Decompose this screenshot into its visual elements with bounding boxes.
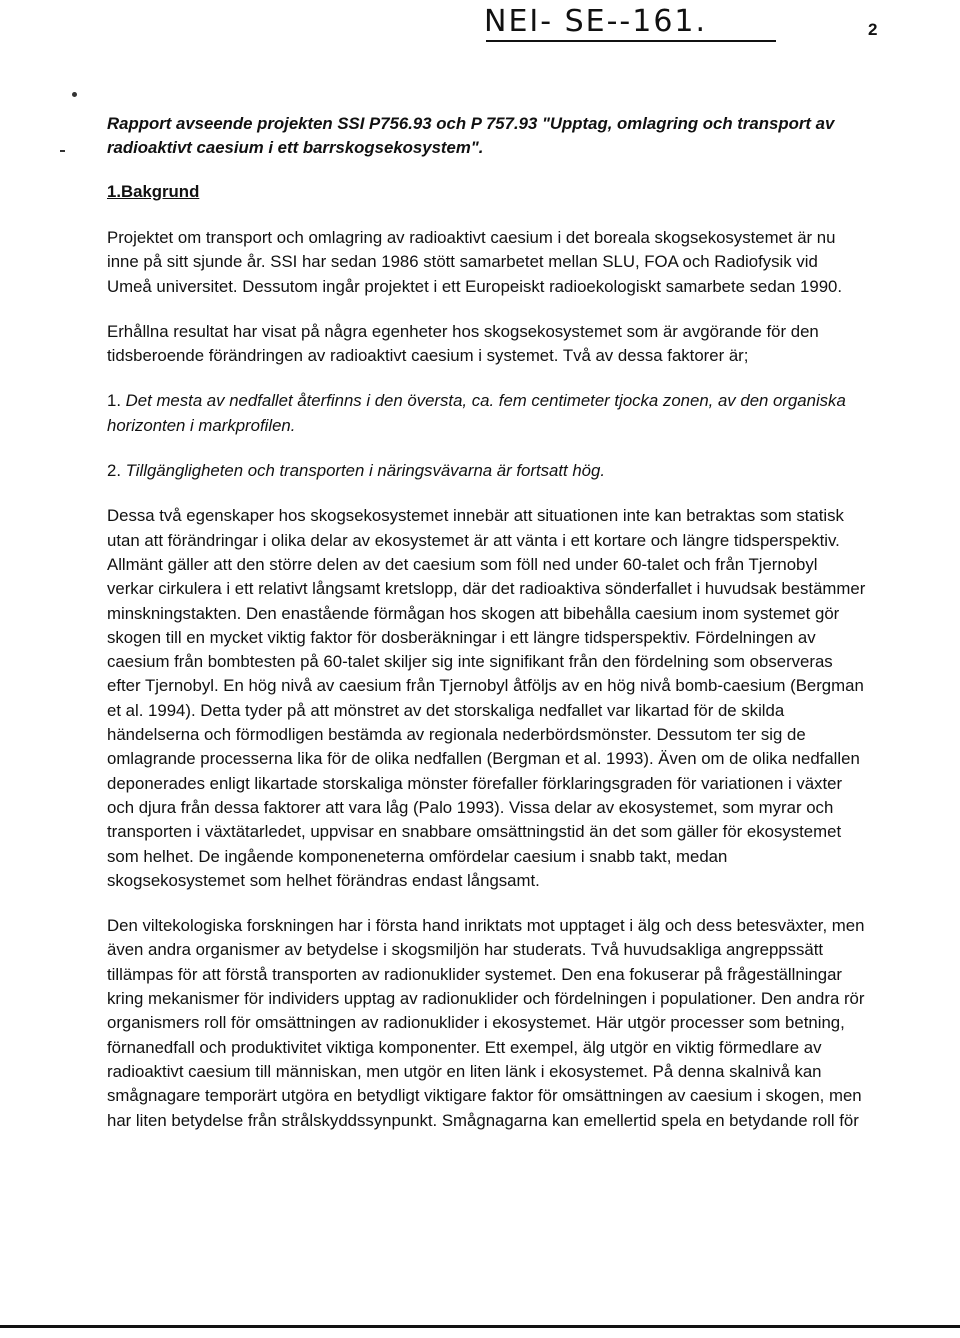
handwritten-reference: NEI- SE--161.	[484, 4, 708, 39]
document-body	[107, 112, 867, 1154]
section-heading: 1.Bakgrund	[107, 182, 200, 201]
factor-number: 2.	[107, 461, 121, 481]
factor-text: Tillgängligheten och transporten i näringsvävarna är fortsatt hög.	[125, 461, 606, 481]
paragraph-project-intro: Projektet om transport och omlagring av radioaktivt caesium i det boreala skogsekosystemet är nu inne på sitt sjunde år. SSI har sedan 1986 stött samarbetet mellan SLU, FOA och Radiofysik vid Umeå universitet. Dessutom ingår projektet i ett Europeiskt radioekologiskt samarbete sedan 1990.	[107, 228, 843, 296]
page-number: 2	[868, 20, 878, 39]
bottom-rule	[0, 1325, 960, 1328]
factor-number: 1.	[107, 391, 121, 411]
paragraph-results: Erhållna resultat har visat på några egenheter hos skogsekosystemet som är avgörande för den tidsberoende förändringen av radioaktivt caesium i systemet. Två av dessa faktorer är;	[107, 321, 819, 366]
paragraph-wildlife-research: Den viltekologiska forskningen har i första hand inriktats mot upptaget i älg och dess betesväxter, men även andra organismer av betydelse i skogsmiljön har studerats. Två huvudsakliga angreppssätt tillämpas för att förstå transporten av radionuklider systemet. Den ena fokuserar på frågeställningar kring mekanismer för individers upptag av radionuklider och fördelningen i populationer. Den andra rör organismers roll för omsättningen av radionuklider i ekosystemet. Här utgör processer som betning, förnanedfall och produktivitet viktiga komponenter. Ett exempel, älg utgör en viktig förmedlare av radioaktivt caesium till människan, men utgör en liten länk i ekosystemet. På denna skalnivå kan smågnagare temporärt utgöra en betydligt viktigare faktor för omsättningen av caesium i skogen, men har liten betydelse från strålskyddssynpunkt. Smågnagarna kan emellertid spela en betydande roll för	[107, 916, 865, 1130]
margin-dot-mark	[72, 92, 77, 97]
factor-list-item	[107, 459, 867, 483]
paragraph-ecosystem-properties: Dessa två egenskaper hos skogsekosystemet innebär att situationen inte kan betraktas som statisk utan att förändringar i olika delar av ekosystemet är att vänta i ett kortare och längre tidsperspektiv. Allmänt gäller att den större delen av det caesium som föll ned under 60-talet och från Tjernobyl verkar cirkulera i ett relativt långsamt kretslopp, där det radioaktiva sönderfallet i huvudsak bestämmer minskningstakten. Den enastående förmågan hos skogen att bibehålla caesium inom systemet gör skogen till en mycket viktig faktor för dosberäkningar i ett längre tidsperspektiv. Fördelningen av caesium från bombtesten på 60-talet skiljer sig inte signifikant från den fördelning som observeras efter Tjernobyl. En hög nivå av caesium från Tjernobyl åtföljs av en hög nivå bomb-caesium (Bergman et al. 1994). Detta tyder på att mönstret av det storskaliga nedfallet var likartad för de skilda händelserna och förmodligen bestämda av regionala nederbördsmönster. Dessutom ter sig de omlagrande processerna lika för de olika nedfallen (Bergman et al. 1993). Även om de olika nedfallen deponerades enligt likartade storskaliga mönster förefaller förklaringsgraden för variationen i växter och djura från dessa faktorer att vara låg (Palo 1993). Vissa delar av ekosystemet, som myrar och transporten i växtätarledet, uppvisar en snabbare omsättningstid än det som gäller för ekosystemet som helhet. De ingående komponeneterna omfördelar caesium i snabb takt, medan skogsekosystemet som helhet förändras endast långsamt.	[107, 506, 866, 890]
report-title: Rapport avseende projekten SSI P756.93 och P 757.93 "Upptag, omlagring och transport av radioaktivt caesium i ett barrskogsekosystem".	[107, 114, 835, 157]
factor-text: Det mesta av nedfallet återfinns i den översta, ca. fem centimeter tjocka zonen, av den organiska horizonten i markprofilen.	[107, 391, 846, 435]
handwritten-underline	[486, 40, 776, 42]
factor-list-item	[107, 389, 867, 438]
margin-dash-mark	[60, 150, 65, 152]
